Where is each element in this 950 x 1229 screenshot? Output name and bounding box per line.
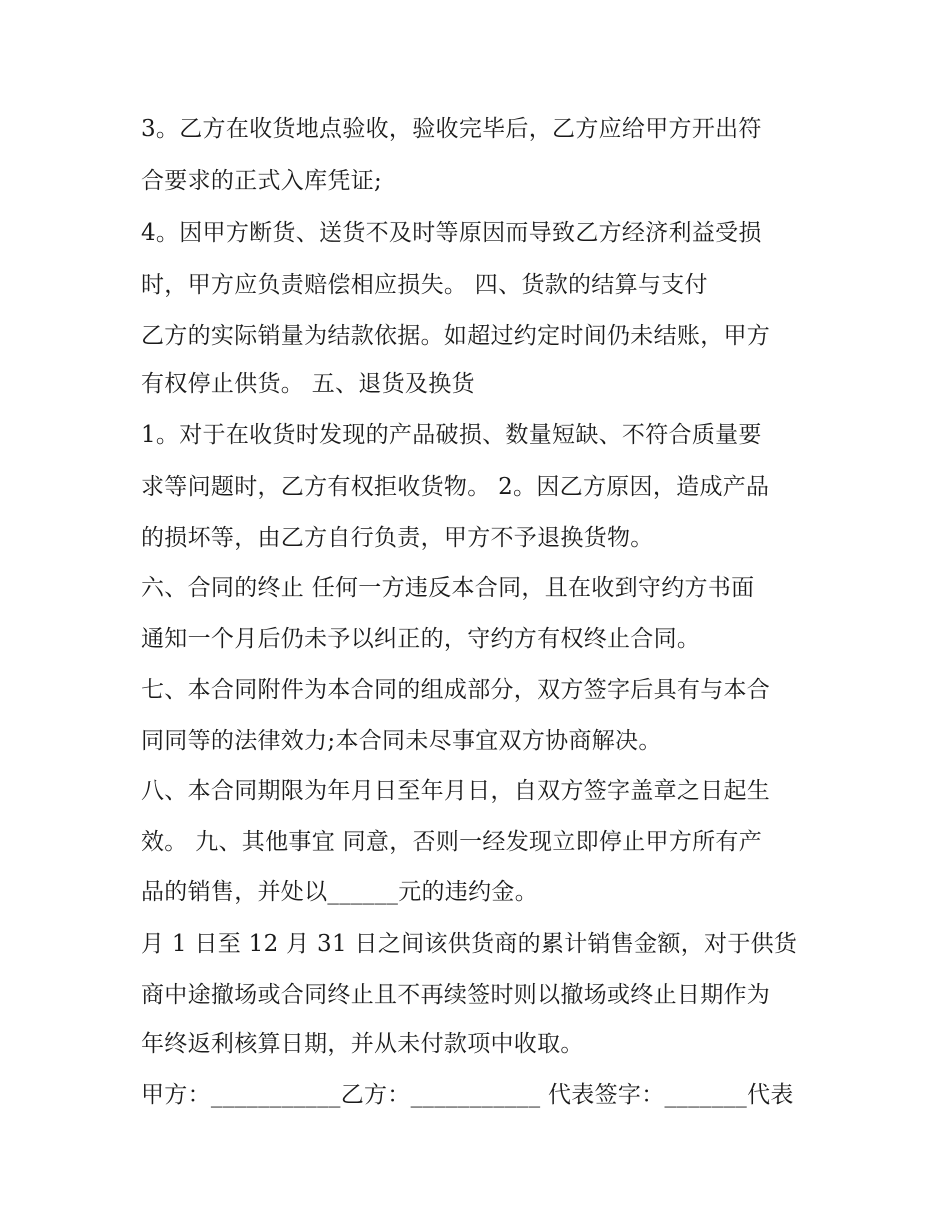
text-line: 4。因甲方断货、送货不及时等原因而导致乙方经济利益受损: [141, 220, 762, 246]
text-line: 通知一个月后仍未予以纠正的，守约方有权终止合同。: [141, 626, 701, 652]
text-line: 乙方的实际销量为结款依据。如超过约定时间仍未结账，甲方: [141, 323, 771, 349]
text-line: 七、本合同附件为本合同的组成部分，双方签字后具有与本合: [141, 677, 771, 703]
text-line: 同同等的法律效力;本合同未尽事宜双方协商解决。: [141, 728, 662, 754]
signature-line: 甲方：___________乙方：___________ 代表签字：_______代表: [141, 1082, 794, 1108]
text-line: 效。 九、其他事宜 同意，否则一经发现立即停止甲方所有产: [141, 829, 763, 855]
text-line: 合要求的正式入库凭证;: [141, 168, 383, 194]
text-line: 时，甲方应负责赔偿相应损失。 四、货款的结算与支付: [141, 272, 708, 298]
text-line: 3。乙方在收货地点验收，验收完毕后，乙方应给甲方开出符: [141, 116, 762, 142]
text-line: 月 1 日至 12 月 31 日之间该供货商的累计销售金额，对于供货: [141, 931, 798, 957]
text-line: 六、合同的终止 任何一方违反本合同，且在收到守约方书面: [141, 575, 755, 601]
text-line: 求等问题时，乙方有权拒收货物。 2。因乙方原因，造成产品: [141, 474, 770, 500]
text-line: 品的销售，并处以______元的违约金。: [141, 879, 538, 905]
text-line: 年终返利核算日期，并从未付款项中收取。: [141, 1031, 584, 1057]
text-line: 商中途撤场或合同终止且不再续签时则以撤场或终止日期作为: [141, 982, 771, 1008]
text-line: 1。对于在收货时发现的产品破损、数量短缺、不符合质量要: [141, 422, 762, 448]
text-line: 的损坏等，由乙方自行负责，甲方不予退换货物。: [141, 525, 654, 551]
text-line: 有权停止供货。 五、退货及换货: [141, 371, 475, 397]
text-line: 八、本合同期限为年月日至年月日，自双方签字盖章之日起生: [141, 778, 771, 804]
